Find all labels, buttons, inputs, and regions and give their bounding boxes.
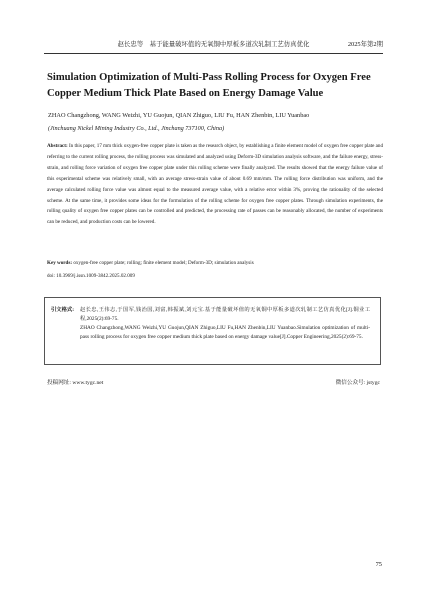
citation-box [44, 297, 381, 365]
submission-website[interactable]: 投稿网址: www.tygc.net [47, 380, 104, 386]
keywords-label: Key words: [47, 260, 73, 266]
abstract-text: In this paper, 17 mm thick oxygen-free copper plate is taken as the research object, by establishing a finite element model of oxygen free copper plate and referring to the current rolling process, the rolling process was simulated and analyzed using Deform-3D simulation analysis software, and the failure energy, stress-strain, and rolling force variation of oxygen free copper plate under this rolling scheme were finally analyzed. The results showed that the energy failure value of this experimental scheme was relatively small, with an average stress-strain value of about 0.69 mm/mm. The rolling force distribution was uniform, and the average calculated rolling force value was almost equal to the measured average value, with a relative error within 3%, proving the rationality of the selected scheme. At the same time, it provides some ideas for the formulation of the rolling scheme for oxygen free copper plates. Through simulation experiments, the rolling quality of oxygen free copper plates can be controlled and predicted, the processing rate of passes can be reasonably allocated, the number of experiments can be reduced, and production costs can be lowered. [47, 143, 383, 226]
citation-chinese [51, 306, 370, 324]
citation-chinese-text: 赵长忠,王伟志,于国军,钱治国,刘富,韩振斌,刘元宝.基于能量破坏值的无氧铜中厚板多道次轧制工艺仿真优化[J].铜业工程,2025(2):69-75. [80, 307, 370, 323]
wechat-account: 微信公众号: jstygc [335, 380, 380, 386]
running-head-issue: 2025年第2期 [347, 41, 383, 48]
citation-label: 引文格式: [51, 307, 74, 313]
doi: doi: 10.3969/j.issn.1009-3842.2025.02.009 [47, 273, 135, 279]
running-head [44, 39, 383, 51]
keywords-text: oxygen-free copper plate; rolling; finite element model; Deform-3D; simulation analysis [72, 260, 254, 266]
citation-english [51, 324, 370, 342]
abstract-label: Abstract: [47, 143, 68, 149]
author-list: ZHAO Changzhong, WANG Weizhi, YU Guojun, QIAN Zhiguo, LIU Fu, HAN Zhenbin, LIU Yuanbao [48, 112, 310, 119]
article-title: Simulation Optimization of Multi-Pass Rolling Process for Oxygen Free Copper Medium Thick Plate Based on Energy Damage Value [47, 72, 371, 99]
author-affiliation: (Jinchuang Nickel Mining Industry Co., Ltd., Jinchang 737100, China) [48, 125, 225, 132]
page-number: 75 [375, 561, 382, 568]
citation-english-text: ZHAO Changzhong,WANG Weizhi,YU Guojun,QIAN Zhiguo,LIU Fu,HAN Zhenbin,LIU Yuanbao.Simulation optimization of multi-pass rolling process for oxygen free copper medium thick plate based on energy damage value[J].Copper Engineering,2025(2):69-75. [80, 325, 370, 341]
abstract [47, 141, 383, 228]
keywords [47, 258, 383, 268]
running-head-title: 赵长忠等 基于能量破坏值的无氧铜中厚板多道次轧制工艺仿真优化 [117, 41, 310, 48]
header-divider [44, 53, 383, 54]
